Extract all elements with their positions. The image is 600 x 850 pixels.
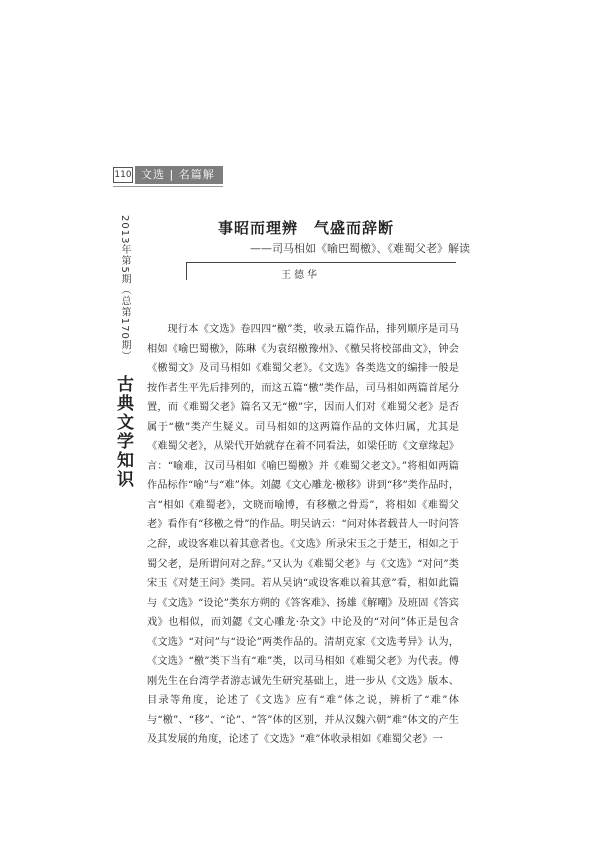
- article-title: 事昭而理辨 气盛而辞断: [218, 219, 395, 237]
- body-paragraph: 现行本《文选》卷四四“檄”类，收录五篇作品，排列顺序是司马相如《喻巴蜀檄》，陈琳《为袁绍檄豫州》、《檄吴将校部曲文》，钟会《檄蜀文》及司马相如《难蜀父老》。《文选》各类选文的编排一般是按作者生平先后排列的，而这五篇“檄”类作品，司马相如两篇首尾分置，而《难蜀父老》篇名又无“檄”字，因而人们对《难蜀父老》是否属于“檄”类产生疑义。司马相如的这两篇作品的文体归属，尤其是《难蜀父老》，从梁代开始就存在着不同看法，如梁任昉《文章缘起》言：“喻难，汉司马相如《喻巴蜀檄》并《难蜀父老文》。”将相如两篇作品标作“喻”与“难”体。刘勰《文心雕龙·檄移》讲到“移”类作品时，言“相如《难蜀老》，文晓而喻博，有移檄之骨焉”，将相如《难蜀父老》看作有“移檄之骨”的作品。明吴讷云：“问对体者载昔人一时问答之辞，或设客难以着其意者也。《文选》所录宋玉之于楚王，相如之于蜀父老，是所谓问对之辞。”又认为《难蜀父老》与《文选》“对问”类宋玉《对楚王问》类同。若从吴讷“或设客难以着其意”看，相如此篇与《文选》“设论”类东方朔的《答客难》、扬雄《解嘲》及班固《答宾戏》也相似，而刘勰《文心雕龙·杂文》中论及的“对问”体正是包含《文选》“对问”与“设论”两类作品的。清胡克家《文选考异》认为，《文选》“檄”类下当有“难”类，以司马相如《难蜀父老》为代表。傅刚先生在台湾学者游志诚先生研究基础上，进一步从《文选》版本、目录等角度，论述了《文选》应有“难”体之说，辨析了“难”体与“檄”、“移”、“论”、“答”体的区别，并从汉魏六朝“难”体文的产生及其发展的角度，论述了《文选》“难”体收录相如《难蜀父老》一: [147, 324, 459, 746]
- header-rule: [113, 186, 223, 187]
- article-subtitle: ——司马相如《喻巴蜀檄》、《难蜀父老》解读: [250, 242, 470, 255]
- author-name: 王德华: [281, 270, 320, 281]
- title-rule: [186, 262, 456, 263]
- title-rule-vertical: [186, 262, 187, 280]
- column-label: 文选 | 名篇解读: [135, 166, 223, 184]
- journal-logo: 古典文学知识: [113, 375, 133, 489]
- issue-info: 2013年第5期（总第170期）: [119, 215, 130, 362]
- page-number: 110: [113, 167, 133, 183]
- body-text: [147, 320, 459, 750]
